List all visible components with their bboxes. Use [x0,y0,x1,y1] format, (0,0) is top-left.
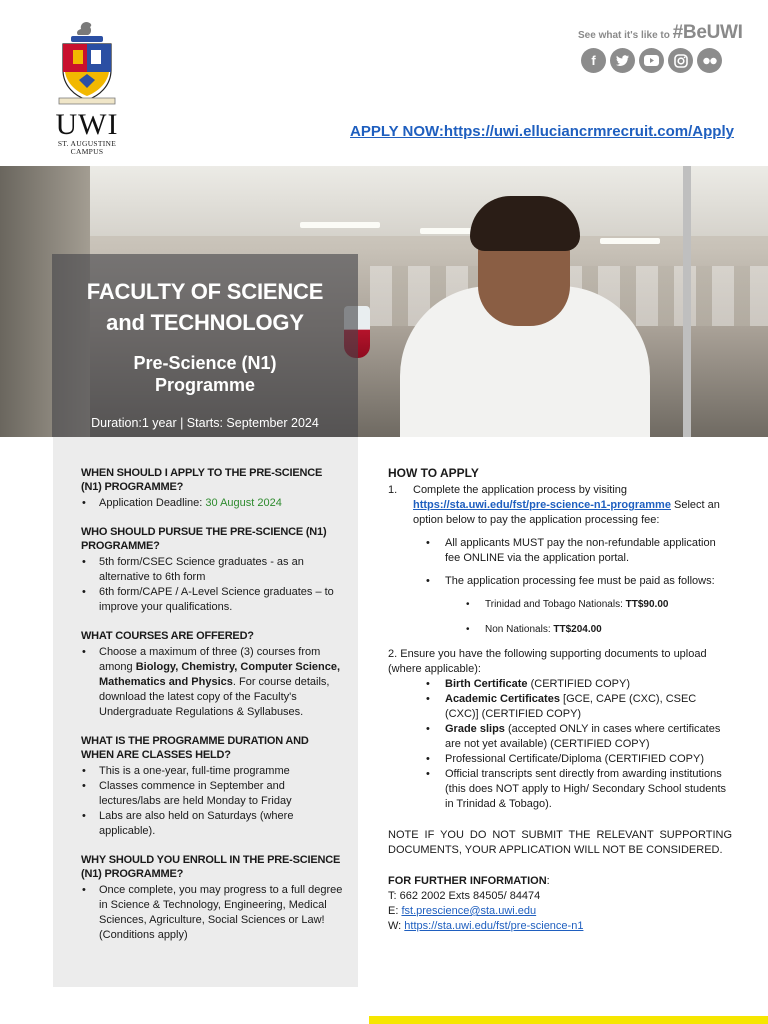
programme-duration: Duration:1 year | Starts: September 2024 [91,416,319,430]
step-number: 1. [388,484,398,496]
deadline-label: Application Deadline: [99,497,206,509]
programme-title [52,352,358,396]
social-tagline [578,22,753,44]
faq-when-to-apply [81,466,344,511]
list-item [426,752,732,767]
faq-duration [81,734,344,839]
uwi-logo [50,20,124,156]
how-to-apply [388,466,732,934]
how-to-apply-heading: HOW TO APPLY [388,466,479,480]
faq-courses-offered [81,629,344,720]
contact-info [388,874,732,934]
youtube-icon[interactable] [639,48,664,73]
doc-name: Grade slips [445,723,505,735]
doc-name: Birth Certificate [445,678,528,690]
programme-title-line2: Programme [154,375,256,395]
faculty-title-line1: FACULTY OF SCIENCE [86,279,324,304]
courses-list: Biology, Chemistry, Computer Science, Mathematics and Physics [99,661,341,688]
social-tagline-text: See what it's like to [578,30,670,41]
apply-step-1 [388,483,732,528]
fee-item [466,622,732,637]
contact-web-row [388,919,732,934]
social-hashtag: #BeUWI [672,22,743,43]
logo-wordmark: UWI [55,108,119,141]
hero-photo-lamp [300,222,380,228]
step1-text-after: Select an option below to pay the application processing fee: [413,499,720,526]
step1-text-before: Complete the application process by visiting [413,484,628,496]
list-item [81,496,344,511]
courses-text-before: Choose a maximum of three (3) courses from among [99,646,321,673]
submission-note: NOTE IF YOU DO NOT SUBMIT THE RELEVANT SUPPORTING DOCUMENTS, YOUR APPLICATION WILL NOT BE CONSIDERED. [388,829,732,856]
contact-heading-suffix: : [546,875,550,887]
fee-amounts [466,597,732,637]
fee-amount: TT$90.00 [625,599,669,610]
logo-campus-line1: ST. AUGUSTINE [57,139,117,148]
list-item: • This is a one-year, full-time programme [81,764,344,779]
list-item: • Labs are also held on Saturdays (where applicable). [81,809,344,839]
contact-phone: T: 662 2002 Exts 84505/ 84474 [388,890,541,902]
apply-step-2: 2. Ensure you have the following supporting documents to upload (where applicable): [388,648,707,675]
faq-question: WHO SHOULD PURSUE THE PRE-SCIENCE (N1) PROGRAMME? [81,526,327,552]
fee-label: Trinidad and Tobago Nationals: [485,599,626,610]
list-item: • The application processing fee must be paid as follows: [426,574,732,589]
list-item: • 5th form/CSEC Science graduates - as an alternative to 6th form [81,555,344,585]
faq-question: WHAT IS THE PROGRAMME DURATION AND WHEN ARE CLASSES HELD? [81,735,309,761]
doc-detail: [GCE, CAPE (CXC), CSEC (CXC)] (CERTIFIED COPY) [445,693,697,720]
social-block [578,22,753,73]
contact-heading-text: FOR FURTHER INFORMATION [388,875,547,887]
doc-detail: (accepted ONLY in cases where certificates are not yet available) (CERTIFIED COPY) [445,723,721,750]
programme-page-link[interactable]: https://sta.uwi.edu/fst/pre-science-n1-programme [413,499,671,511]
hero-photo-student-hair [470,196,580,251]
hero-title-panel [52,254,358,437]
doc-detail: Official transcripts sent directly from awarding institutions (this does NOT apply to High/ Secondary School students in Trinidad & Tobago). [445,768,727,810]
contact-heading [388,874,732,889]
social-icons [581,48,753,73]
faculty-title-line2: and TECHNOLOGY [106,310,304,335]
list-item: • Once complete, you may progress to a full degree in Science & Technology, Engineering, Medical Sciences, Agriculture, Social Sciences or Law! (Conditions apply) [81,883,344,943]
contact-email-row [388,904,732,919]
faq-who-should-pursue [81,525,344,615]
fee-label: Non Nationals: [485,624,554,635]
list-item: • 6th form/CAPE / A-Level Science graduates – to improve your qualifications. [81,585,344,615]
fee-amount: TT$204.00 [553,624,602,635]
hero-photo-lamp [600,238,660,244]
faq-why-enroll [81,853,344,943]
contact-web-link[interactable]: https://sta.uwi.edu/fst/pre-science-n1 [404,920,584,932]
faq-panel [53,437,358,987]
hero-photo-stand [683,166,691,437]
doc-detail: (CERTIFIED COPY) [527,678,631,690]
list-item [426,677,732,692]
fee-item [466,597,732,612]
deadline-value: 30 August 2024 [205,497,282,509]
accent-bar [369,1016,768,1024]
contact-email-label: E: [388,905,402,917]
logo-campus-line2: CAMPUS [70,147,104,156]
flickr-icon[interactable] [697,48,722,73]
list-item [426,692,732,722]
facebook-icon[interactable]: f [581,48,606,73]
uwi-crest-icon [55,20,119,108]
programme-title-line1: Pre-Science (N1) [133,353,277,373]
document-list [426,677,732,812]
list-item [81,645,344,720]
twitter-icon[interactable] [610,48,635,73]
list-item: • All applicants MUST pay the non-refundable application fee ONLINE via the application portal. [426,536,732,566]
hero-banner [0,166,768,437]
faq-question: WHY SHOULD YOU ENROLL IN THE PRE-SCIENCE (N1) PROGRAMME? [81,854,341,880]
contact-web-label: W: [388,920,405,932]
apply-now-link[interactable]: APPLY NOW:https://uwi.elluciancrmrecruit.com/Apply [350,123,734,140]
courses-text-after: . For course details, download the latest copy of the Faculty's Undergraduate Regulations & Syllabuses. [99,676,330,718]
hero-photo-ceiling [0,166,768,236]
faq-question: WHEN SHOULD I APPLY TO THE PRE-SCIENCE (N1) PROGRAMME? [81,467,323,493]
list-item [426,767,732,812]
doc-name: Academic Certificates [445,693,560,705]
list-item: • Classes commence in September and lectures/labs are held Monday to Friday [81,779,344,809]
fee-bullets [426,536,732,589]
doc-detail: Professional Certificate/Diploma (CERTIFIED COPY) [445,753,704,765]
list-item [426,722,732,752]
faculty-title [52,276,358,338]
contact-email-link[interactable]: fst.prescience@sta.uwi.edu [401,905,537,917]
faq-question: WHAT COURSES ARE OFFERED? [81,630,254,642]
instagram-icon[interactable] [668,48,693,73]
